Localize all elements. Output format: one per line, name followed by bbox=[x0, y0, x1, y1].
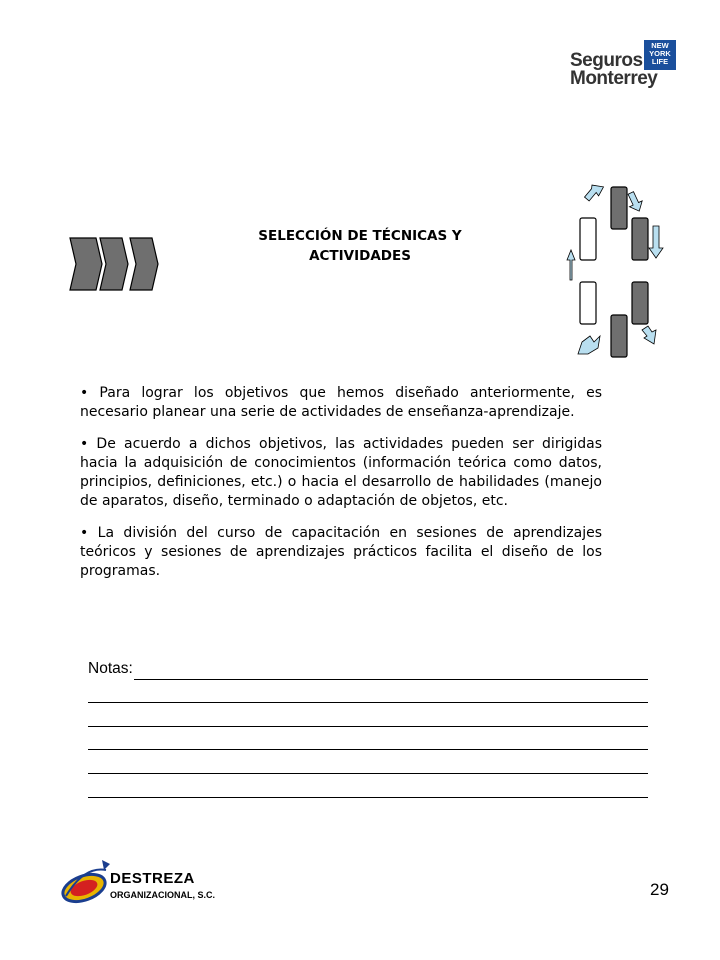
notes-rule bbox=[88, 756, 648, 774]
notes-line bbox=[88, 727, 648, 751]
destreza-name: DESTREZA bbox=[110, 870, 195, 887]
notes-rule bbox=[88, 709, 648, 727]
cycle-diagram-icon bbox=[560, 178, 670, 362]
notes-rule bbox=[88, 780, 648, 798]
bullet-paragraph: • La división del curso de capacitación en sesiones de aprendizajes teóricos y sesiones de aprendizajes prácticos facilita el diseño de los programas. bbox=[80, 525, 602, 579]
bullet-paragraph: • De acuerdo a dichos objetivos, las actividades pueden ser dirigidas hacia la adquisición de conocimientos (información teórica como datos, principios, definiciones, etc.) o hacia el desarrollo de habilidades (manejo de aparatos, diseño, terminado o adaptación de objetos, etc. bbox=[80, 436, 602, 509]
notes-line bbox=[88, 703, 648, 727]
body-text bbox=[80, 384, 602, 594]
notes-line bbox=[88, 750, 648, 774]
destreza-emblem-icon bbox=[58, 856, 114, 912]
notes-line bbox=[88, 680, 648, 704]
notes-line bbox=[88, 774, 648, 798]
logo-brand-text: Seguros Monterrey bbox=[570, 50, 658, 89]
notes-rule bbox=[134, 662, 648, 680]
destreza-subtitle: ORGANIZACIONAL, S.C. bbox=[110, 890, 215, 900]
notes-line bbox=[88, 656, 648, 680]
notes-rule bbox=[88, 732, 648, 750]
destreza-logo bbox=[58, 856, 215, 916]
seguros-monterrey-logo bbox=[566, 38, 686, 98]
chevron-arrows-icon bbox=[68, 236, 160, 292]
notes-label: Notas: bbox=[88, 659, 133, 677]
bullet-paragraph: • Para lograr los objetivos que hemos diseñado anteriormente, es necesario planear una serie de actividades de enseñanza-aprendizaje. bbox=[80, 385, 602, 420]
notes-section bbox=[88, 656, 648, 798]
notes-rule bbox=[88, 685, 648, 703]
page-number: 29 bbox=[650, 880, 669, 899]
new-york-life-badge: NEW YORK LIFE bbox=[644, 40, 676, 70]
section-title: SELECCIÓN DE TÉCNICAS Y ACTIVIDADES bbox=[258, 228, 462, 264]
